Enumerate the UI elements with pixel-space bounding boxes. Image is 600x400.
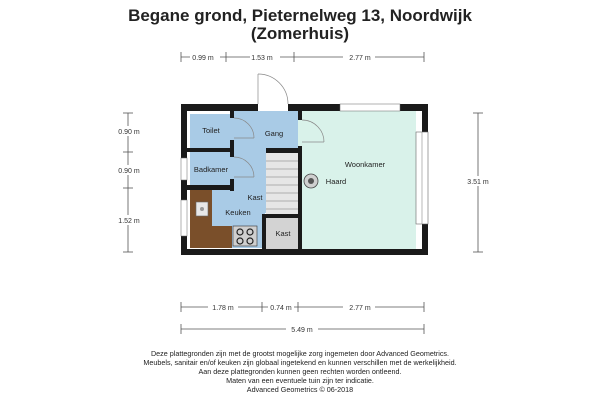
room-kast-2: Kast — [275, 229, 291, 238]
plan-subtitle: (Zomerhuis) — [250, 24, 350, 43]
plan-title: Begane grond, Pieternelweg 13, Noordwijk — [128, 6, 472, 25]
dim-top-1: 0.99 m — [192, 55, 214, 62]
dim-left-1: 0.90 m — [118, 129, 140, 136]
footer-line-1: Deze plattegronden zijn met de grootst mogelijke zorg ingemeten door Advanced Geometrics. — [150, 349, 450, 358]
footer-line-4: Maten van een eventuele tuin zijn ter indicatie. — [226, 376, 374, 385]
dim-left-3: 1.52 m — [118, 218, 140, 225]
room-keuken: Keuken — [225, 208, 251, 217]
room-kast-1: Kast — [247, 193, 263, 202]
room-gang: Gang — [264, 129, 284, 138]
stairs — [266, 153, 299, 215]
window-left-2 — [181, 200, 187, 236]
room-woonkamer: Woonkamer — [344, 160, 386, 169]
dim-right: 3.51 m — [467, 179, 489, 186]
dim-bottom-2: 0.74 m — [270, 305, 292, 312]
window-left-1 — [181, 158, 187, 180]
footer-line-3: Aan deze plattegronden kunnen geen rechten worden ontleend. — [198, 367, 402, 376]
stove-icon — [233, 226, 257, 246]
window-top — [340, 104, 400, 111]
dim-top-2: 1.53 m — [251, 55, 273, 62]
footer-line-2: Meubels, sanitair en/of keuken zijn globaal ingetekend en kunnen verschillen met de werkelijkheid. — [143, 358, 457, 367]
dim-bottom-1: 1.78 m — [212, 305, 234, 312]
dim-left-2: 0.90 m — [118, 168, 140, 175]
room-toilet: Toilet — [202, 126, 220, 135]
room-badkamer: Badkamer — [193, 165, 229, 174]
keuken-counter — [190, 190, 212, 248]
dim-bottom-3: 2.77 m — [349, 305, 371, 312]
room-haard: Haard — [325, 177, 347, 186]
dim-total: 5.49 m — [291, 327, 313, 334]
dim-top-3: 2.77 m — [349, 55, 371, 62]
footer-line-5: Advanced Geometrics © 06-2018 — [246, 385, 354, 394]
